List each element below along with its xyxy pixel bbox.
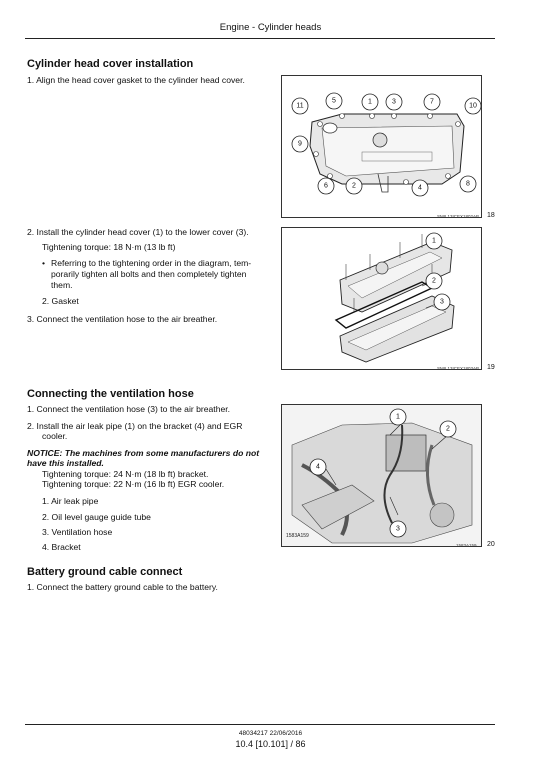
running-header: Engine - Cylinder heads	[219, 22, 322, 33]
callout-label: 4	[316, 463, 320, 471]
section-title-ventilation-hose: Connecting the ventilation hose	[27, 388, 194, 400]
footer-page-number: 10.4 [10.101] / 86	[235, 739, 306, 749]
notice-text: have this installed.	[27, 458, 104, 468]
callout-label: 1	[432, 237, 436, 245]
callout-label: 4	[418, 184, 422, 192]
head-cover-illustration	[282, 76, 481, 217]
figure-number: 18	[487, 212, 495, 219]
footer-rule	[25, 724, 495, 725]
figure-head-cover	[281, 75, 482, 218]
step-text: 1. Connect the ventilation hose (3) to the air breather.	[27, 404, 231, 414]
step-text: 1. Align the head cover gasket to the cylinder head cover.	[27, 75, 245, 85]
callout-label: 10	[469, 102, 477, 110]
callout-label: 2	[446, 425, 450, 433]
lower-cover-illustration	[282, 228, 481, 369]
bullet-text: porarily tighten all bolts and then completely tighten	[51, 269, 247, 279]
callout-label: 5	[332, 97, 336, 105]
callout-label: 11	[296, 102, 304, 110]
figure-number: 19	[487, 364, 495, 371]
callout-label: 8	[466, 180, 470, 188]
step-text: 3. Connect the ventilation hose to the air breather.	[27, 314, 218, 324]
callout-label: 3	[396, 525, 400, 533]
list-item: 4. Bracket	[42, 542, 81, 552]
section-title-battery-ground: Battery ground cable connect	[27, 566, 183, 578]
bullet-marker: •	[42, 258, 46, 268]
figure-inner-label: 1583A159	[286, 533, 309, 539]
callout-label: 6	[324, 182, 328, 190]
torque-spec: Tightening torque: 22 N·m (16 lb ft) EGR cooler.	[42, 479, 225, 489]
callout-label: 3	[440, 298, 444, 306]
callout-label: 3	[392, 98, 396, 106]
bullet-text: them.	[51, 280, 73, 290]
footer-doc-ref: 48034217 22/06/2016	[238, 730, 303, 737]
callout-label: 1	[396, 413, 400, 421]
ventilation-hose-illustration	[282, 405, 481, 546]
step-text: cooler.	[42, 431, 68, 441]
callout-label: 1	[368, 98, 372, 106]
header-rule	[25, 38, 495, 39]
step-text: 2. Install the cylinder head cover (1) to the lower cover (3).	[27, 227, 249, 237]
figure-number: 20	[487, 541, 495, 548]
callout-label: 2	[352, 182, 356, 190]
torque-spec: Tightening torque: 24 N·m (18 lb ft) bracket.	[42, 469, 209, 479]
step-text: 2. Install the air leak pipe (1) on the bracket (4) and EGR	[27, 421, 243, 431]
figure-lower-cover	[281, 227, 482, 370]
figure-ventilation-hose	[281, 404, 482, 547]
torque-spec: Tightening torque: 18 N·m (13 lb ft)	[42, 242, 176, 252]
figure-caption: SMIL13ICEX1803AB	[437, 366, 480, 371]
figure-caption: SMIL13ICEX1802AB	[437, 214, 480, 219]
bullet-text: Referring to the tightening order in the diagram, tem-	[51, 258, 252, 268]
figure-caption: 1583A159	[456, 543, 477, 548]
list-item: 1. Air leak pipe	[42, 496, 99, 506]
list-item: 2. Oil level gauge guide tube	[42, 512, 151, 522]
callout-label: 9	[298, 140, 302, 148]
step-text: 1. Connect the battery ground cable to the battery.	[27, 582, 218, 592]
list-item: 2. Gasket	[42, 296, 79, 306]
callout-label: 2	[432, 277, 436, 285]
list-item: 3. Ventilation hose	[42, 527, 113, 537]
section-title-head-cover: Cylinder head cover installation	[27, 58, 194, 70]
callout-label: 7	[430, 98, 434, 106]
notice-text: NOTICE: The machines from some manufacturers do not	[27, 448, 260, 458]
